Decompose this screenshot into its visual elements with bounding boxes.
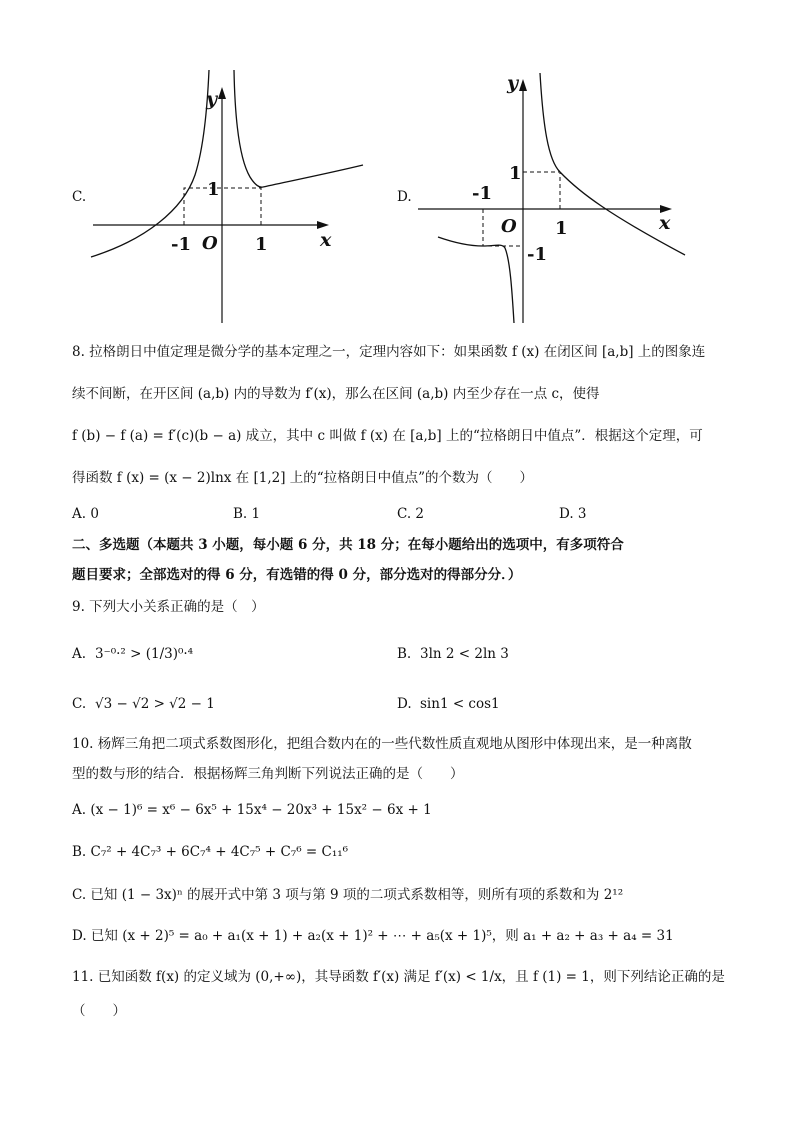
graph-c-y-label: y [206, 88, 218, 110]
graph-c-tick-neg: -1 [171, 234, 191, 255]
graph-c-tick-y: 1 [207, 179, 220, 200]
graph-c-left-branch [91, 70, 209, 257]
q9-option-b-label: B. [397, 646, 412, 662]
q8-line-4: 得函数 f (x) = (x − 2)lnx 在 [1,2] 上的“拉格朗日中值点”的个数为（ ） [72, 470, 534, 486]
q10-line-2: 型的数与形的结合．根据杨辉三角判断下列说法正确的是（ ） [72, 766, 464, 782]
graph-c [85, 65, 375, 325]
q10-option-a: A. (x − 1)⁶ = x⁶ − 6x⁵ + 15x⁴ − 20x³ + 15x² − 6x + 1 [72, 802, 432, 818]
q9-option-a-label: A. [72, 646, 87, 662]
graph-d-y-arrow [519, 79, 527, 91]
option-d-label: D. [397, 189, 412, 205]
graph-d-tick-pos-x: 1 [555, 218, 568, 239]
graph-d-tick-neg-x: -1 [472, 183, 492, 204]
q8-option-a: A. 0 [72, 506, 99, 522]
q9-option-c-label: C. [72, 696, 87, 712]
graph-d-y-label: y [507, 72, 519, 94]
q9-option-d: sin1 < cos1 [420, 696, 500, 712]
q9-option-b: 3ln 2 < 2ln 3 [420, 646, 509, 662]
q10-option-d: D. 已知 (x + 2)⁵ = a₀ + a₁(x + 1) + a₂(x + 1)² + ⋯ + a₅(x + 1)⁵，则 a₁ + a₂ + a₃ + a₄ = 31 [72, 928, 674, 944]
graph-c-y-arrow [218, 87, 226, 99]
q8-line-2: 续不间断，在开区间 (a,b) 内的导数为 f′(x)，那么在区间 (a,b) 内至少存在一点 c，使得 [72, 386, 600, 402]
q10-line-1: 10. 杨辉三角把二项式系数图形化，把组合数内在的一些代数性质直观地从图形中体现出来，是一种离散 [72, 736, 692, 752]
graph-d [410, 65, 700, 325]
q9-stem: 9. 下列大小关系正确的是（ ） [72, 599, 265, 615]
option-c-label: C. [72, 189, 87, 205]
q10-option-c: C. 已知 (1 − 3x)ⁿ 的展开式中第 3 项与第 9 项的二项式系数相等，则所有项的系数和为 2¹² [72, 887, 624, 903]
graph-d-origin: O [501, 216, 517, 237]
graph-c-x-arrow [317, 221, 329, 229]
section-2-heading-line-2: 题目要求；全部选对的得 6 分，有选错的得 0 分，部分选对的得部分分．） [72, 567, 522, 583]
q8-option-b: B. 1 [233, 506, 261, 522]
graph-c-tick-pos: 1 [255, 234, 268, 255]
q9-option-d-label: D. [397, 696, 412, 712]
q8-option-d: D. 3 [559, 506, 587, 522]
q8-option-c: C. 2 [397, 506, 425, 522]
graph-d-tick-y-pos: 1 [509, 163, 522, 184]
q9-option-a: 3⁻⁰·² > (1/3)⁰·⁴ [95, 646, 194, 662]
q8-line-3: f (b) − f (a) = f′(c)(b − a) 成立，其中 c 叫做 f (x) 在 [a,b] 上的“拉格朗日中值点”．根据这个定理，可 [72, 428, 703, 444]
q11-line-1: 11. 已知函数 f(x) 的定义域为 (0,+∞)，其导函数 f′(x) 满足 f′(x) < 1/x，且 f (1) = 1，则下列结论正确的是 [72, 969, 725, 985]
q11-line-2: （ ） [72, 1003, 126, 1019]
q9-option-c: √3 − √2 > √2 − 1 [95, 696, 215, 712]
graph-d-x-label: x [659, 212, 671, 234]
q10-option-b: B. C₇² + 4C₇³ + 6C₇⁴ + 4C₇⁵ + C₇⁶ = C₁₁⁶ [72, 844, 349, 860]
section-2-heading-line-1: 二、多选题（本题共 3 小题，每小题 6 分，共 18 分；在每小题给出的选项中，有多项符合 [72, 537, 624, 553]
graph-d-dashed-guide-pos [523, 172, 560, 209]
graph-c-x-label: x [320, 229, 332, 251]
q8-line-1: 8. 拉格朗日中值定理是微分学的基本定理之一，定理内容如下：如果函数 f (x) 在闭区间 [a,b] 上的图象连 [72, 344, 706, 360]
graph-d-left-branch [438, 237, 514, 323]
graph-d-tick-y-neg: -1 [527, 244, 547, 265]
graph-c-origin: O [202, 233, 218, 254]
graph-c-right-branch [234, 70, 363, 187]
